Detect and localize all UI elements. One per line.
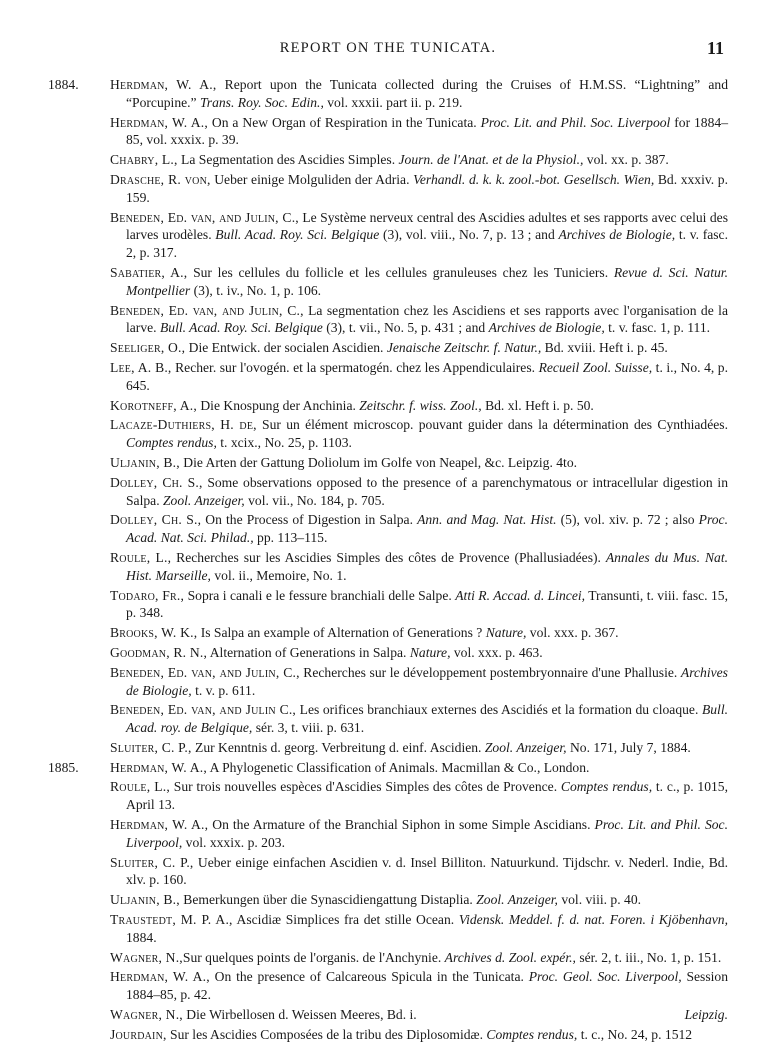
reference-title: Die Wirbellosen d. Weissen Meeres, Bd. i. <box>182 1007 417 1023</box>
reference-author: Herdman, W. A., <box>110 817 209 833</box>
running-title: REPORT ON THE TUNICATA. <box>279 40 497 56</box>
reference-entry <box>0 511 728 547</box>
reference-title: Alternation of Generations in Salpa. <box>207 644 410 660</box>
reference-author: Seeliger, O., <box>110 340 186 356</box>
reference-journal: Archives de Biologie, <box>126 664 728 698</box>
page-header <box>0 40 776 64</box>
reference-details: Bd. xviii. Heft i. p. 45. <box>541 340 668 356</box>
reference-journal: Revue d. Sci. Natur. Montpellier <box>126 264 728 298</box>
reference-place: Leipzig. <box>684 1007 728 1023</box>
reference-journal-secondary: Archives de Biologie, <box>558 227 676 243</box>
reference-journal: Archives d. Zool. expér., <box>444 949 576 965</box>
reference-journal: Comptes rendus, <box>560 779 653 795</box>
reference-journal: Trans. Roy. Soc. Edin., <box>199 94 324 110</box>
reference-author: Wagner, N., <box>110 949 183 965</box>
reference-title: Recher. sur l'ovogén. et la spermatogén. chez les Appendiculaires. <box>171 359 539 375</box>
reference-title: On the Armature of the Branchial Siphon in some Simple Ascidians. <box>208 817 595 833</box>
reference-details: t. v. p. 611. <box>191 682 256 698</box>
reference-entry <box>0 664 728 700</box>
reference-year: 1885. <box>48 759 79 775</box>
reference-author: Goodman, R. N., <box>110 644 208 660</box>
reference-journal: Atti R. Accad. d. Lincei, <box>455 587 586 603</box>
reference-details: t. c., p. 1015, April 13. <box>126 779 728 813</box>
reference-journal: Bull. Acad. roy. de Belgique, <box>126 702 728 736</box>
reference-journal: Verhandl. d. k. k. zool.-bot. Gesellsch. Wien, <box>413 171 655 187</box>
reference-journal: Comptes rendus, <box>126 435 217 451</box>
reference-author: Roule, L., <box>110 779 170 795</box>
reference-details: vol. xxxii. part ii. p. 219. <box>323 94 463 110</box>
reference-entry <box>0 454 728 472</box>
reference-entry <box>0 76 728 112</box>
reference-title: Die Entwick. der socialen Ascidien. <box>185 340 387 356</box>
reference-title: On the presence of Calcareous Spicula in the Tunicata. <box>209 969 529 985</box>
reference-title: Sopra i canali e le fessure branchiali delle Salpe. <box>184 587 456 603</box>
reference-journal: Zool. Anzeiger, <box>163 492 245 508</box>
reference-author: Herdman, W. A., <box>110 759 207 775</box>
reference-entry <box>0 1006 728 1024</box>
reference-details: vol. xxx. p. 367. <box>526 625 619 641</box>
reference-title: Recherches sur les Ascidies Simples des côtes de Provence (Phallusiadées). <box>171 549 606 565</box>
reference-author: Beneden, Ed. van, and Julin C., <box>110 702 297 718</box>
reference-author: Uljanin, B., <box>110 454 180 470</box>
reference-entry <box>0 359 728 395</box>
reference-entry <box>0 416 728 452</box>
reference-entry <box>0 474 728 510</box>
reference-journal: Nature, <box>409 644 451 660</box>
reference-title: A Phylogenetic Classification of Animals. Macmillan & Co., London. <box>206 759 590 775</box>
reference-entry <box>0 209 728 262</box>
reference-author: Korotneff, A., <box>110 397 197 413</box>
reference-entry <box>0 624 728 642</box>
reference-journal: Nature, <box>485 625 527 641</box>
reference-journal: Bull. Acad. Roy. Sci. Belgique <box>215 227 380 243</box>
reference-details: vol. xxx. p. 463. <box>450 644 543 660</box>
reference-details: vol. vii., No. 184, p. 705. <box>244 492 385 508</box>
reference-author: Beneden, Ed. van, and Julin, C., <box>110 302 304 318</box>
reference-entry <box>0 739 728 757</box>
reference-author: Dolley, Ch. S., <box>110 474 203 490</box>
reference-details: vol. xxxix. p. 203. <box>182 834 285 850</box>
reference-author: Lee, A. B., <box>110 359 172 375</box>
reference-entry <box>0 778 728 814</box>
reference-title: Sur les Ascidies Composées de la tribu des Diplosomidæ. <box>166 1026 487 1042</box>
reference-author: Todaro, Fr., <box>110 587 185 603</box>
reference-title: Die Knospung der Anchinia. <box>196 397 360 413</box>
reference-author: Traustedt, M. P. A., <box>110 912 233 928</box>
reference-author: Chabry, L., <box>110 152 178 168</box>
reference-author: Sluiter, C. P., <box>110 854 194 870</box>
reference-title: Ascidiæ Simplices fra det stille Ocean. <box>232 912 459 928</box>
reference-journal: Vidensk. Meddel. f. d. nat. Foren. i Kjöbenhavn, <box>458 912 728 928</box>
reference-details: (5), vol. xiv. p. 72 ; also <box>556 512 699 528</box>
reference-author: Herdman, W. A., <box>110 114 208 130</box>
reference-entry <box>0 339 728 357</box>
reference-title: Sur un élément microscop. pouvant guider dans la détermination des Cynthiadées. <box>256 417 728 433</box>
reference-author: Herdman, W. A., <box>110 969 210 985</box>
reference-journal: Proc. Lit. and Phil. Soc. Liverpool, <box>126 817 728 850</box>
reference-author: Brooks, W. K., <box>110 625 198 641</box>
reference-details: (3), t. iv., No. 1, p. 106. <box>190 282 322 298</box>
reference-year: 1884. <box>48 77 79 92</box>
reference-title: Ueber einige Molguliden der Adria. <box>210 171 414 187</box>
reference-author: Beneden, Ed. van, and Julin, C., <box>110 664 300 680</box>
reference-title: Sur trois nouvelles espèces d'Ascidies Simples des côtes de Provence. <box>170 779 561 795</box>
reference-details: sér. 2, t. iii., No. 1, p. 151. <box>575 949 722 965</box>
reference-details-secondary: t. v. fasc. 2, p. 317. <box>126 227 728 261</box>
reference-details: t. i., No. 4, p. 645. <box>126 359 729 393</box>
reference-title: Le Système nerveux central des Ascidies adultes et ses rapports avec celui des larves urodèles. <box>126 209 728 243</box>
reference-details: t. xcix., No. 25, p. 1103. <box>216 435 352 451</box>
reference-details: Transunti, t. viii. fasc. 15, p. 348. <box>126 587 728 621</box>
reference-author: Dolley, Ch. S., <box>110 512 202 528</box>
reference-title: Recherches sur le développement postembryonnaire d'une Phallusie. <box>299 664 681 680</box>
reference-details: t. c., No. 24, p. 1512 <box>577 1026 693 1042</box>
reference-title: Some observations opposed to the presence of a parenchymatous or intracellular digestion in Salpa. <box>126 474 728 508</box>
reference-journal: Recueil Zool. Suisse, <box>538 359 653 375</box>
reference-title: On the Process of Digestion in Salpa. <box>201 512 418 528</box>
reference-author: Sabatier, A., <box>110 264 188 280</box>
reference-title: La segmentation chez les Ascidiens et ses rapports avec l'organisation de la larve. <box>126 302 728 336</box>
reference-details: No. 171, July 7, 1884. <box>566 739 691 755</box>
reference-details: Bd. xl. Heft i. p. 50. <box>481 397 594 413</box>
reference-journal: Proc. Geol. Soc. Liverpool, <box>528 969 682 985</box>
reference-details: 1884. <box>126 929 157 945</box>
reference-entry <box>0 701 728 737</box>
reference-journal: Zool. Anzeiger, <box>484 739 567 755</box>
reference-journal: Annales du Mus. Nat. Hist. Marseille, <box>126 549 728 583</box>
reference-journal: Zeitschr. f. wiss. Zool., <box>359 397 482 413</box>
reference-journal-secondary: Archives de Biologie, <box>488 320 605 336</box>
reference-author: Beneden, Ed. van, and Julin, C., <box>110 209 299 225</box>
reference-details: Bd. xxxiv. p. 159. <box>126 171 728 205</box>
reference-entry <box>0 171 728 207</box>
reference-title: Bemerkungen über die Synascidiengattung Distaplia. <box>179 892 477 908</box>
reference-journal: Comptes rendus, <box>486 1026 578 1042</box>
reference-details: sér. 3, t. viii. p. 631. <box>252 720 365 736</box>
reference-entry <box>0 587 728 623</box>
reference-entry <box>0 1026 728 1044</box>
reference-details: for 1884–85, vol. xxxix. p. 39. <box>126 114 728 148</box>
reference-details: Session 1884–85, p. 42. <box>126 969 728 1003</box>
reference-journal: Zool. Anzeiger, <box>476 892 558 908</box>
reference-entry <box>0 759 728 777</box>
reference-entry <box>0 911 728 947</box>
reference-journal: Bull. Acad. Roy. Sci. Belgique <box>159 320 323 336</box>
reference-journal-secondary: Proc. Acad. Nat. Sci. Philad., <box>126 512 728 546</box>
reference-author: Uljanin, B., <box>110 892 180 908</box>
reference-journal: Journ. de l'Anat. et de la Physiol., <box>398 152 584 168</box>
reference-author: Roule, L., <box>110 549 172 565</box>
reference-title: Sur quelques points de l'organis. de l'Anchynie. <box>182 949 445 965</box>
reference-title: Ueber einige einfachen Ascidien v. d. Insel Billiton. Natuurkund. Tijdschr. v. Nederl. Indie, Bd. xlv. p. 160. <box>126 854 728 888</box>
page-number: 11 <box>706 38 724 58</box>
reference-details: vol. ii., Memoire, No. 1. <box>210 567 347 583</box>
reference-entry <box>0 397 728 415</box>
reference-title: On a New Organ of Respiration in the Tunicata. <box>207 114 481 130</box>
reference-entry <box>0 949 728 967</box>
reference-author: Lacaze-Duthiers, H. de, <box>110 417 257 433</box>
reference-title: Les orifices branchiaux externes des Ascidiés et la formation du cloaque. <box>296 702 702 718</box>
reference-details: (3), vol. viii., No. 7, p. 13 ; and <box>379 227 559 243</box>
reference-entry <box>0 644 728 662</box>
reference-journal: Proc. Lit. and Phil. Soc. Liverpool <box>480 114 671 130</box>
reference-entry <box>0 816 728 852</box>
reference-details: vol. viii. p. 40. <box>557 892 642 908</box>
reference-details: vol. xx. p. 387. <box>583 152 669 168</box>
reference-title: Zur Kenntnis d. georg. Verbreitung d. einf. Ascidien. <box>191 739 485 755</box>
reference-entry <box>0 151 728 169</box>
reference-author: Jourdain, <box>110 1026 167 1042</box>
reference-title: Is Salpa an example of Alternation of Generations ? <box>197 625 486 641</box>
reference-entry <box>0 114 728 150</box>
reference-title: Report upon the Tunicata collected during the Cruises of H.M.SS. “Lightning” and “Porcupine.” <box>126 77 728 110</box>
reference-title: Sur les cellules du follicle et les cellules granuleuses chez les Tuniciers. <box>187 264 614 280</box>
reference-journal: Ann. and Mag. Nat. Hist. <box>417 512 557 528</box>
bibliography-list <box>0 76 776 1046</box>
reference-author: Sluiter, C. P., <box>110 739 192 755</box>
reference-entry <box>0 302 728 338</box>
reference-title: La Segmentation des Ascidies Simples. <box>177 152 399 168</box>
reference-entry <box>0 891 728 909</box>
reference-details-secondary: pp. 113–115. <box>253 530 328 546</box>
reference-details-secondary: t. v. fasc. 1, p. 111. <box>604 320 711 336</box>
reference-entry <box>0 854 728 890</box>
reference-entry <box>0 264 728 300</box>
reference-title: Die Arten der Gattung Doliolum im Golfe von Neapel, &c. Leipzig. 4to. <box>179 454 578 470</box>
reference-author: Herdman, W. A., <box>110 77 217 92</box>
reference-details: (3), t. vii., No. 5, p. 431 ; and <box>322 320 489 336</box>
reference-author: Wagner, N., <box>110 1007 183 1023</box>
reference-author: Drasche, R. von, <box>110 171 211 187</box>
reference-entry <box>0 968 728 1004</box>
reference-journal: Jenaische Zeitschr. f. Natur., <box>386 340 542 356</box>
reference-entry <box>0 549 728 585</box>
